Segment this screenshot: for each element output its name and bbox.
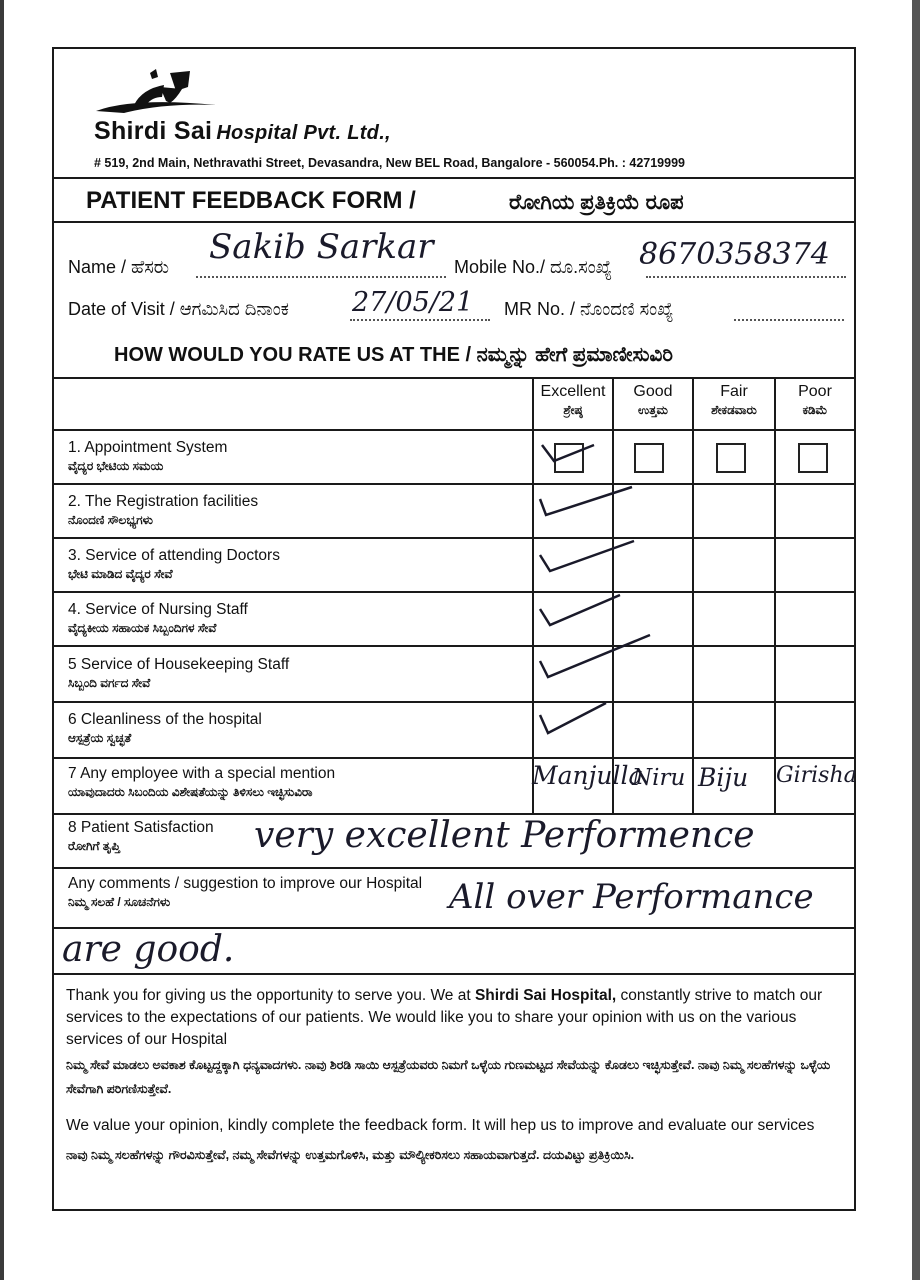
satisfaction-value[interactable]: very excellent Performence bbox=[254, 815, 755, 856]
date-value[interactable]: 27/05/21 bbox=[352, 287, 474, 318]
question-special-mention: 7 Any employee with a special mention ಯಾವುದಾದರು ಸಿಬಂದಿಯ ವಿಶೇಷತೆಯನ್ನು ತಿಳಿಸಲು ಇಚ್ಛಿಸುವಿರಾ bbox=[68, 765, 336, 799]
photo-edge-right bbox=[912, 0, 920, 1280]
form-title-kannada: ರೋಗಿಯ ಪ್ರತಿಕ್ರಿಯೆ ರೂಪ bbox=[509, 191, 684, 214]
thanks-paragraph-kannada: ನಿಮ್ಮ ಸೇವೆ ಮಾಡಲು ಅವಕಾಶ ಕೊಟ್ಟದ್ದಕ್ಕಾಗಿ ಧನ್ಯವಾದಗಳು. ನಾವು ಶಿರಡಿ ಸಾಯಿ ಆಸ್ಪತ್ರೆಯವರು ನಿಮಗೆ ಒಳ್ಳೆಯ ಗುಣಮಟ್ಟದ ಸೇವೆಯನ್ನು ಕೊಡಲು ಇಚ್ಛಿಸುತ್ತೇವೆ. ನಾವು ನಿಮ್ಮ ಸಲಹೆಗಳನ್ನು ಒಳ್ಳೆಯ ಸೇವೆಗಾಗಿ ಪರಿಗಣಿಸುತ್ತೇವೆ. bbox=[66, 1058, 831, 1096]
mention-name-1[interactable]: Manjulla bbox=[532, 761, 644, 790]
photo-edge-left bbox=[0, 0, 4, 1280]
question-nursing: 4. Service of Nursing Staff ವೈದ್ಯಕೀಯ ಸಹಾಯಕ ಸಿಬ್ಬಂದಿಗಳ ಸೇವೆ bbox=[68, 601, 248, 635]
tick-cleanliness bbox=[540, 703, 606, 733]
rating-question: HOW WOULD YOU RATE US AT THE / ನಮ್ಮನ್ನು ಹೇಗೆ ಪ್ರಮಾಣೀಸುವಿರಿ bbox=[114, 344, 673, 366]
thanks-paragraph: Thank you for giving us the opportunity to serve you. We at Shirdi Sai Hospital, constantly strive to match our services to the expectations of our patients. We would like you to share your opinion with us on the various services of our Hospital bbox=[66, 987, 823, 1048]
question-satisfaction: 8 Patient Satisfaction ರೋಗಿಗೆ ತೃಪ್ತಿ bbox=[68, 819, 214, 853]
col-poor: Poor ಕಡಿಮೆ bbox=[798, 383, 832, 417]
mobile-label: Mobile No./ ದೂ.ಸಂಖ್ಯೆ bbox=[454, 257, 612, 277]
date-label: Date of Visit / ಆಗಮಿಸಿದ ದಿನಾಂಕ bbox=[68, 299, 289, 319]
tick-marks bbox=[54, 49, 854, 809]
name-label: Name / ಹೆಸರು bbox=[68, 257, 170, 277]
question-cleanliness: 6 Cleanliness of the hospital ಆಸ್ಪತ್ರೆಯ ಸ್ವಚ್ಛತೆ bbox=[68, 711, 262, 745]
hospital-name: Shirdi Sai Hospital Pvt. Ltd., bbox=[94, 117, 391, 145]
grid-line bbox=[54, 867, 854, 869]
name-value[interactable]: Sakib Sarkar bbox=[209, 227, 434, 267]
mention-name-2[interactable]: Niru bbox=[632, 765, 686, 791]
value-paragraph-kannada: ನಾವು ನಿಮ್ಮ ಸಲಹೆಗಳನ್ನು ಗೌರವಿಸುತ್ತೇವೆ, ನಮ್ಮ ಸೇವೆಗಳನ್ನು ಉತ್ತಮಗೊಳಿಸಿ, ಮತ್ತು ಮೌಲ್ಯೀಕರಿಸಲು ಸಹಾಯವಾಗುತ್ತದೆ. ದಯವಿಟ್ಟು ಪ್ರತಿಕ್ರಿಯಿಸಿ. bbox=[66, 1148, 635, 1162]
form-title: PATIENT FEEDBACK FORM / bbox=[86, 187, 416, 214]
tick-nursing bbox=[540, 595, 620, 625]
question-appointment: 1. Appointment System ವೈದ್ಯರ ಭೇಟಿಯ ಸಮಯ bbox=[68, 439, 228, 473]
col-fair: Fair ಶೇಕಡವಾರು bbox=[711, 383, 757, 417]
hospital-address: # 519, 2nd Main, Nethravathi Street, Devasandra, New BEL Road, Bangalore - 560054.Ph. : 42719999 bbox=[94, 156, 685, 170]
grid-line bbox=[54, 973, 854, 975]
tick-housekeeping bbox=[540, 635, 650, 677]
col-excellent: Excellent ಶ್ರೇಷ್ಠ bbox=[540, 383, 606, 417]
comment-value-line1[interactable]: All over Performance bbox=[449, 877, 814, 917]
mobile-value[interactable]: 8670358374 bbox=[639, 237, 830, 272]
comment-value-line2[interactable]: are good. bbox=[62, 929, 235, 970]
mention-name-3[interactable]: Biju bbox=[698, 763, 749, 792]
feedback-form-sheet bbox=[52, 47, 856, 1211]
mention-name-4[interactable]: Girisha bbox=[776, 763, 857, 788]
value-paragraph: We value your opinion, kindly complete the feedback form. It will hep us to improve and evaluate our services bbox=[66, 1117, 815, 1134]
col-good: Good ಉತ್ತಮ bbox=[633, 383, 673, 417]
question-comments: Any comments / suggestion to improve our Hospital ನಿಮ್ಮ ಸಲಹೆ / ಸೂಚನೆಗಳು bbox=[68, 875, 423, 909]
question-registration: 2. The Registration facilities ನೊಂದಣಿ ಸೌಲಭ್ಯಗಳು bbox=[68, 493, 259, 527]
tick-appointment bbox=[542, 445, 594, 461]
question-doctors: 3. Service of attending Doctors ಭೇಟಿ ಮಾಡಿದ ವೈದ್ಯರ ಸೇವೆ bbox=[68, 547, 280, 581]
mr-label: MR No. / ನೊಂದಣಿ ಸಂಖ್ಯೆ bbox=[504, 299, 674, 319]
tick-registration bbox=[540, 487, 632, 515]
question-housekeeping: 5 Service of Housekeeping Staff ಸಿಬ್ಬಂದಿ ವರ್ಗದ ಸೇವೆ bbox=[68, 656, 290, 690]
tick-doctors bbox=[540, 541, 634, 571]
